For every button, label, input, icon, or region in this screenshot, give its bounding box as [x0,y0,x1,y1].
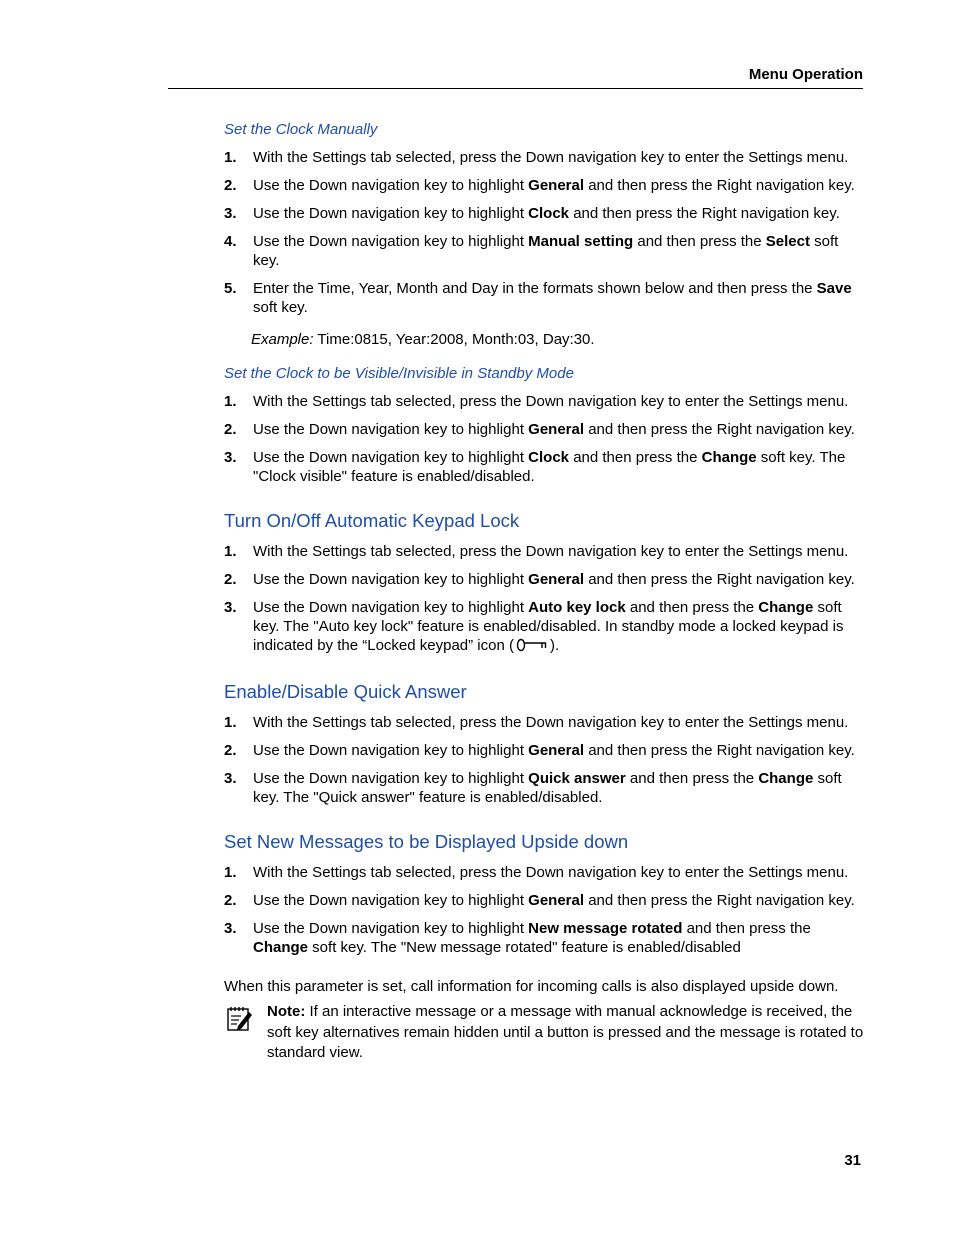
subheading-clock-manual: Set the Clock Manually [224,121,378,138]
step [224,148,866,167]
step-number: 3. [224,449,237,466]
menu-term: Clock [528,449,570,466]
step-text: Use the Down navigation key to highlight [253,449,529,466]
section-title-quick-answer: Enable/Disable Quick Answer [224,681,467,702]
softkey-term: Change [253,939,309,956]
header-divider [168,88,863,89]
step-number: 2. [224,742,237,759]
step-text: soft key. The "New message rotated" feature is enabled/disabled [308,939,741,956]
step [224,542,866,561]
section-title-keypad-lock: Turn On/Off Automatic Keypad Lock [224,510,520,531]
step-text: Use the Down navigation key to highlight [253,770,529,787]
step [224,232,866,270]
step [224,420,866,439]
step [224,570,866,589]
step [224,392,866,411]
step-text: Enter the Time, Year, Month and Day in the formats shown below and then press the [253,280,817,297]
softkey-term: Change [758,599,814,616]
step [224,769,866,807]
step-text: soft key. The "Auto key lock" feature is enabled/disabled. In standby mode a locked keypad is indicated by the “Locked keypad” icon ( [253,599,844,654]
menu-term: Manual setting [528,233,634,250]
step-text: and then press the [625,599,759,616]
step-text: and then press the Right navigation key. [584,742,855,759]
step-text: Use the Down navigation key to highlight [253,920,529,937]
step-number: 3. [224,920,237,937]
step-text: Use the Down navigation key to highlight [253,892,529,909]
menu-term: General [528,892,585,909]
step-number: 4. [224,233,237,250]
section-title-upside-down: Set New Messages to be Displayed Upside down [224,831,629,852]
step-number: 1. [224,149,237,166]
step-text: Use the Down navigation key to highlight [253,571,529,588]
step-text: and then press the [569,449,702,466]
softkey-term: Change [701,449,757,466]
step-text: and then press the Right navigation key. [584,177,855,194]
step-text: and then press the [682,920,811,937]
example-text: Time:0815, Year:2008, Month:03, Day:30. [313,331,595,348]
step-number: 2. [224,892,237,909]
step-number: 2. [224,421,237,438]
step-number: 3. [224,770,237,787]
softkey-term: Select [765,233,810,250]
step-text: soft key. The "Clock visible" feature is enabled/disabled. [253,449,846,485]
step-number: 1. [224,393,237,410]
step [224,713,866,732]
note-text: If an interactive message or a message with manual acknowledge is received, the soft key alternatives remain hidden until a button is pressed and the message is rotated to standard view. [267,1003,864,1061]
step-text: and then press the Right navigation key. [584,892,855,909]
step-text: With the Settings tab selected, press the Down navigation key to enter the Settings menu. [253,714,849,731]
steps-upside-down [224,863,866,957]
step-number: 2. [224,571,237,588]
menu-term: General [528,177,585,194]
step [224,863,866,882]
step-text: soft key. [253,233,839,269]
note-label: Note: [267,1003,306,1020]
page-content [224,121,866,1064]
step-text: With the Settings tab selected, press the Down navigation key to enter the Settings menu. [253,543,849,560]
steps-keypad-lock [224,542,866,657]
step-text: and then press the Right navigation key. [584,421,855,438]
step-number: 1. [224,714,237,731]
example-label: Example: [251,331,314,348]
step [224,279,866,317]
step-text: With the Settings tab selected, press the Down navigation key to enter the Settings menu. [253,393,849,410]
menu-term: General [528,571,585,588]
step-text: Use the Down navigation key to highlight [253,205,529,222]
softkey-term: Save [816,280,852,297]
step [224,741,866,760]
step-number: 3. [224,205,237,222]
step-number: 3. [224,599,237,616]
step-text: and then press the Right navigation key. [584,571,855,588]
menu-term: Clock [528,205,570,222]
step-number: 1. [224,864,237,881]
step-number: 2. [224,177,237,194]
step-text: and then press the [625,770,759,787]
step-text: Use the Down navigation key to highlight [253,233,529,250]
menu-term: General [528,421,585,438]
step-text: soft key. The "Quick answer" feature is enabled/disabled. [253,770,842,806]
step-text: Use the Down navigation key to highlight [253,421,529,438]
note-block [224,1002,866,1064]
softkey-term: Change [758,770,814,787]
subheading-clock-visible: Set the Clock to be Visible/Invisible in Standby Mode [224,365,574,382]
step [224,891,866,910]
steps-clock-visible [224,392,866,486]
step-text: With the Settings tab selected, press the Down navigation key to enter the Settings menu. [253,864,849,881]
menu-term: Quick answer [528,770,626,787]
step-text: and then press the [633,233,766,250]
body-paragraph: When this parameter is set, call information for incoming calls is also displayed upside down. [224,978,839,995]
steps-clock-manual [224,148,866,317]
example-line [251,330,866,349]
step-text: and then press the Right navigation key. [569,205,840,222]
step-text: With the Settings tab selected, press the Down navigation key to enter the Settings menu. [253,149,849,166]
menu-term: General [528,742,585,759]
step [224,204,866,223]
step [224,448,866,486]
step-text: soft key. [253,299,308,316]
running-header: Menu Operation [748,66,863,83]
menu-term: New message rotated [528,920,683,937]
note-pencil-icon [226,1004,254,1032]
page-number: 31 [844,1152,861,1169]
step [224,919,866,957]
step [224,176,866,195]
step-text: Use the Down navigation key to highlight [253,742,529,759]
step-text: Use the Down navigation key to highlight [253,599,529,616]
step-number: 1. [224,543,237,560]
step [224,598,866,657]
step-text: ). [549,637,560,654]
menu-term: Auto key lock [528,599,626,616]
steps-quick-answer [224,713,866,807]
step-text: Use the Down navigation key to highlight [253,177,529,194]
step-number: 5. [224,280,237,297]
locked-keypad-icon [516,638,548,657]
